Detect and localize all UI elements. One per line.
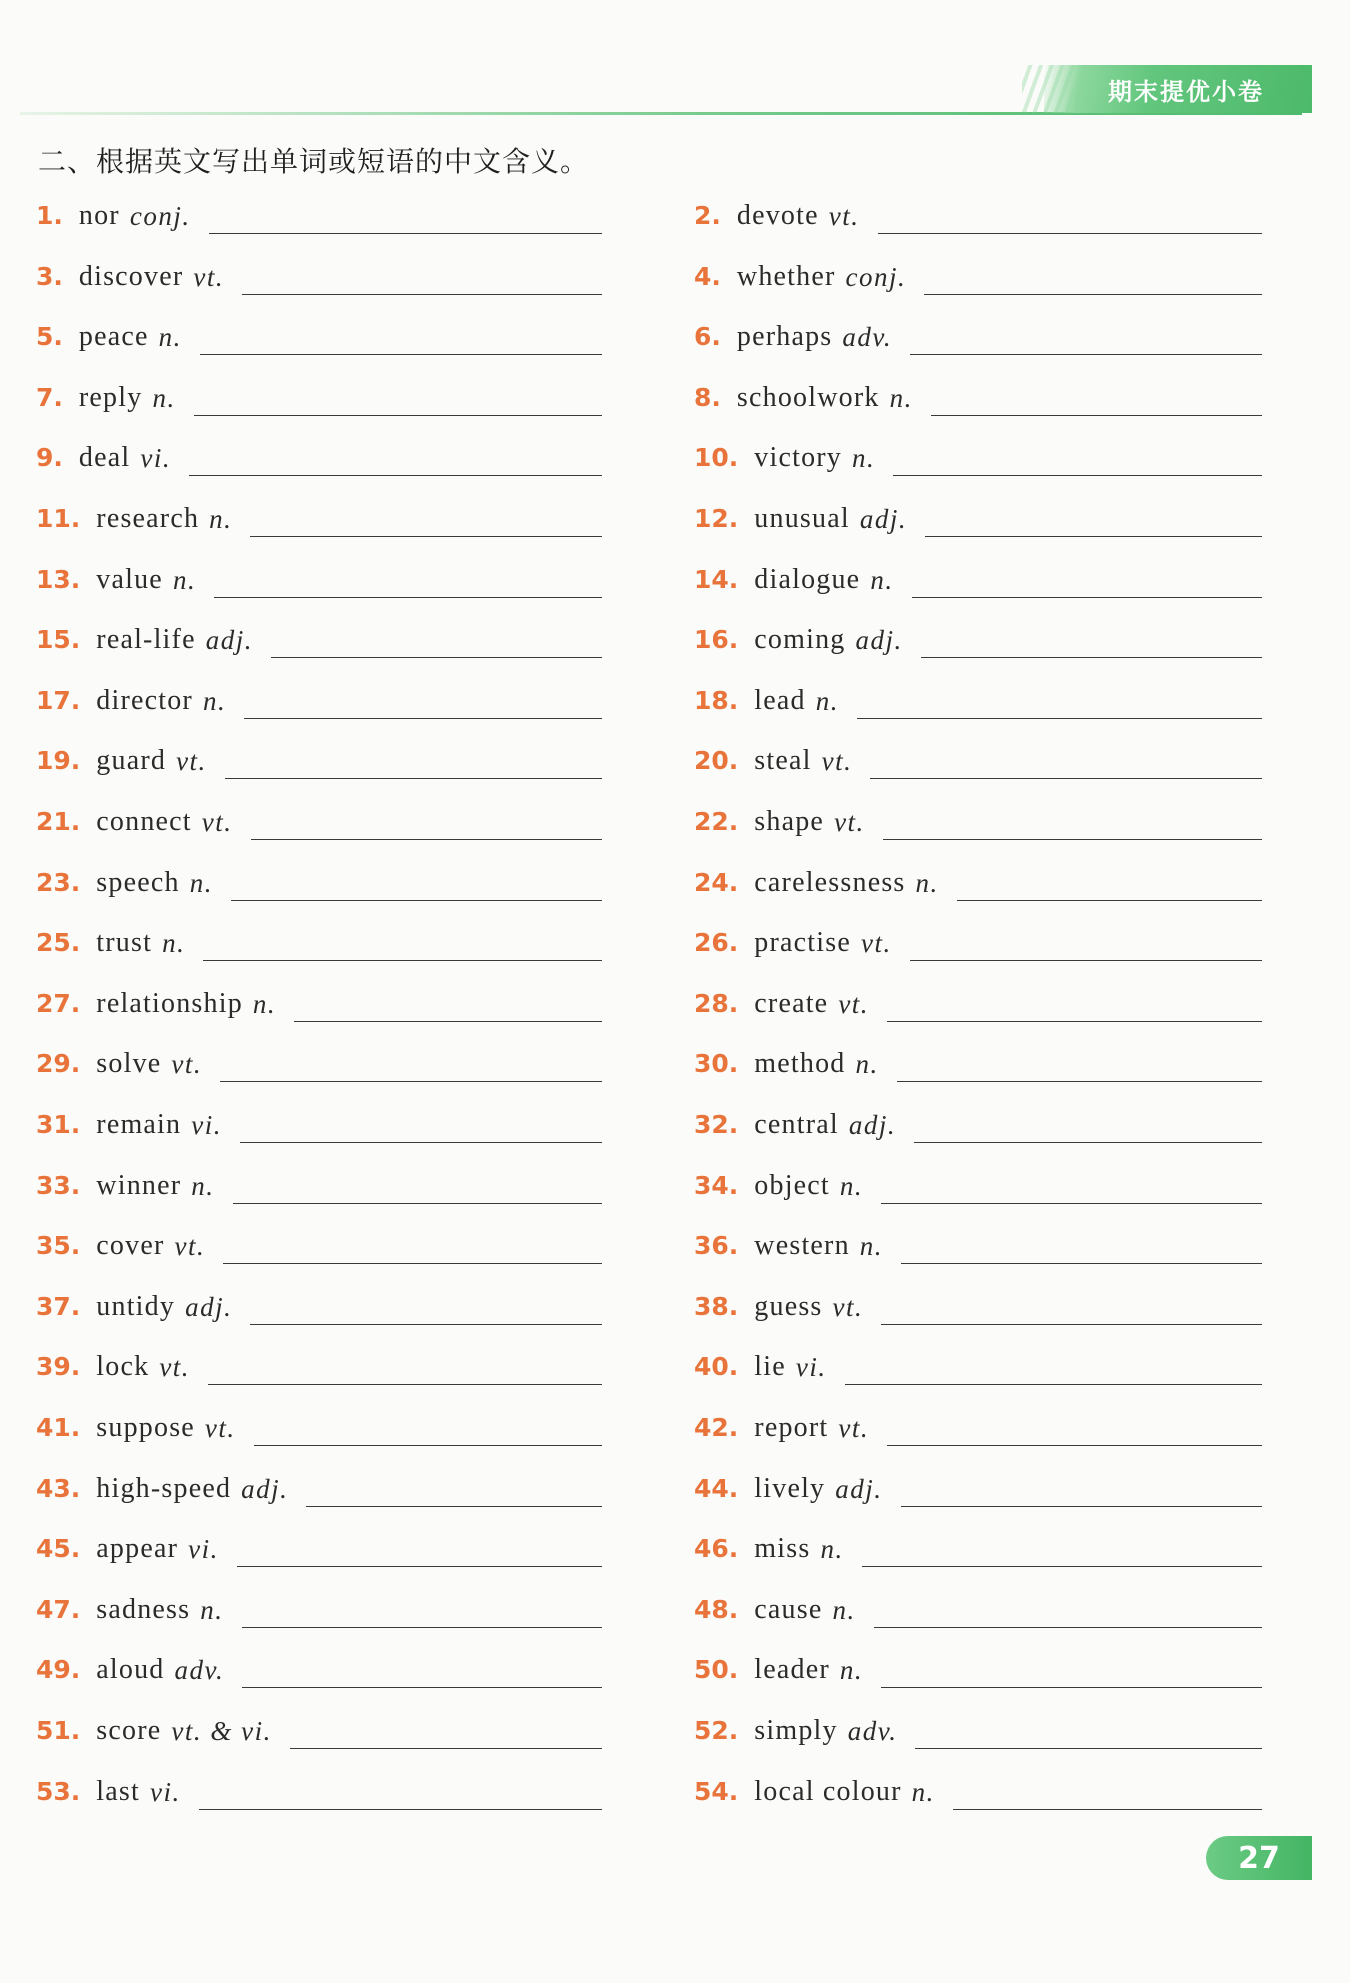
item-word: last	[96, 1775, 140, 1807]
item-part-of-speech: adv.	[174, 1655, 225, 1686]
item-number: 43.	[36, 1473, 81, 1503]
item-word: practise	[754, 927, 851, 959]
page-number-badge	[1206, 1836, 1312, 1880]
vocab-item	[694, 861, 1262, 905]
vocab-item	[36, 679, 602, 723]
item-word: deal	[78, 442, 131, 474]
item-word: perhaps	[736, 321, 833, 353]
vocab-item	[36, 315, 602, 359]
item-part-of-speech: conj.	[845, 261, 907, 292]
item-number: 36.	[694, 1231, 739, 1261]
item-number: 9.	[36, 443, 63, 473]
vocab-item	[694, 497, 1262, 541]
item-number: 42.	[694, 1413, 739, 1442]
vocab-item	[694, 1527, 1262, 1571]
vocab-item	[694, 800, 1262, 844]
vocab-item	[36, 1406, 602, 1450]
vocab-item	[694, 1648, 1262, 1692]
answer-blank[interactable]	[233, 1173, 603, 1204]
item-part-of-speech: vi.	[188, 1534, 219, 1565]
item-number: 17.	[36, 685, 81, 715]
item-word: whether	[736, 260, 836, 292]
answer-blank[interactable]	[244, 688, 602, 719]
vocab-item	[694, 921, 1262, 965]
vocab-item	[694, 376, 1262, 420]
item-word: guard	[96, 745, 167, 777]
vocab-item	[694, 1709, 1262, 1753]
vocab-item	[36, 861, 602, 905]
vocab-item	[694, 194, 1262, 238]
item-number: 28.	[694, 988, 739, 1018]
answer-blank[interactable]	[925, 506, 1262, 537]
answer-blank[interactable]	[251, 809, 602, 840]
item-word: guess	[754, 1290, 823, 1322]
answer-blank[interactable]	[921, 627, 1262, 658]
answer-blank[interactable]	[189, 445, 602, 476]
item-word: object	[754, 1169, 830, 1201]
answer-blank[interactable]	[887, 1415, 1262, 1446]
answer-blank[interactable]	[254, 1415, 602, 1446]
item-number: 11.	[36, 504, 81, 533]
vocab-item	[36, 436, 602, 480]
item-number: 33.	[36, 1170, 81, 1200]
item-number: 12.	[694, 504, 739, 533]
answer-blank[interactable]	[878, 203, 1263, 234]
item-part-of-speech: vt.	[176, 746, 207, 777]
item-word: lock	[96, 1351, 150, 1383]
vocab-item	[36, 921, 602, 965]
answer-blank[interactable]	[220, 1051, 602, 1082]
answer-blank[interactable]	[897, 1051, 1262, 1082]
item-part-of-speech: n.	[911, 1776, 935, 1807]
vocab-item	[36, 1588, 602, 1632]
answer-blank[interactable]	[901, 1233, 1262, 1264]
item-number: 18.	[694, 685, 739, 715]
answer-blank[interactable]	[887, 991, 1262, 1022]
item-part-of-speech: conj.	[129, 201, 191, 231]
answer-blank[interactable]	[931, 385, 1262, 416]
item-part-of-speech: vt.	[832, 1291, 864, 1322]
item-number: 10.	[694, 443, 739, 473]
item-word: untidy	[96, 1290, 176, 1322]
item-part-of-speech: n.	[191, 1170, 215, 1201]
item-part-of-speech: vt.	[171, 1049, 203, 1080]
item-number: 15.	[36, 625, 81, 655]
vocab-item	[694, 1345, 1262, 1389]
vocab-item	[36, 497, 602, 541]
vocab-item	[36, 739, 602, 783]
answer-blank[interactable]	[237, 1536, 602, 1567]
answer-blank[interactable]	[845, 1354, 1262, 1385]
item-number: 50.	[694, 1655, 739, 1685]
item-word: appear	[96, 1533, 179, 1565]
item-part-of-speech: adj.	[835, 1473, 883, 1504]
answer-blank[interactable]	[223, 1233, 602, 1264]
item-number: 39.	[36, 1352, 81, 1382]
item-word: reply	[78, 381, 143, 413]
item-part-of-speech: vi.	[149, 1776, 181, 1807]
item-word: devote	[736, 200, 819, 231]
item-word: leader	[754, 1654, 830, 1686]
vocab-item	[694, 982, 1262, 1026]
item-part-of-speech: vi.	[191, 1110, 222, 1140]
item-word: relationship	[96, 987, 243, 1019]
vocab-item	[694, 1164, 1262, 1208]
vocab-item	[36, 1345, 602, 1389]
vocab-item	[694, 255, 1262, 299]
item-part-of-speech: vi.	[795, 1352, 827, 1383]
vocab-item	[36, 558, 602, 602]
vocab-item	[694, 679, 1262, 723]
item-number: 22.	[694, 807, 739, 836]
item-number: 20.	[694, 746, 739, 776]
item-number: 46.	[694, 1534, 739, 1564]
item-number: 24.	[694, 867, 739, 897]
item-part-of-speech: n.	[200, 1594, 224, 1625]
vocab-item	[36, 1467, 602, 1511]
section-title: 二、根据英文写出单词或短语的中文含义。	[38, 145, 590, 178]
answer-blank[interactable]	[208, 1354, 602, 1385]
vocab-item	[694, 618, 1262, 662]
item-part-of-speech: adj.	[185, 1291, 233, 1322]
answer-blank[interactable]	[953, 1779, 1262, 1810]
answer-blank[interactable]	[881, 1657, 1262, 1688]
item-part-of-speech: vt.	[838, 988, 870, 1019]
item-word: nor	[78, 200, 120, 231]
answer-blank[interactable]	[910, 930, 1262, 961]
vocab-item	[36, 1103, 602, 1147]
item-word: suppose	[96, 1412, 195, 1443]
item-word: victory	[754, 442, 843, 474]
vocab-item	[694, 1285, 1262, 1329]
item-number: 48.	[694, 1594, 739, 1624]
item-part-of-speech: vt.	[174, 1231, 206, 1262]
item-word: research	[96, 503, 200, 534]
item-part-of-speech: vi.	[140, 443, 172, 474]
item-word: real-life	[96, 624, 196, 656]
item-word: cause	[754, 1593, 823, 1625]
item-part-of-speech: n.	[189, 867, 213, 898]
page-number: 27	[1238, 1840, 1280, 1876]
answer-blank[interactable]	[290, 1718, 602, 1749]
vocab-item	[36, 1527, 602, 1571]
vocab-item	[36, 618, 602, 662]
item-part-of-speech: n.	[859, 1231, 884, 1262]
item-part-of-speech: vt.	[828, 201, 860, 231]
item-word: lively	[754, 1472, 826, 1504]
vocab-item	[694, 1588, 1262, 1632]
item-word: schoolwork	[736, 381, 880, 413]
answer-blank[interactable]	[893, 445, 1262, 476]
item-word: trust	[96, 927, 153, 959]
item-part-of-speech: n.	[820, 1534, 844, 1565]
vocab-item	[694, 315, 1262, 359]
vocab-item	[36, 1042, 602, 1086]
item-part-of-speech: vt.	[201, 807, 233, 837]
item-number: 3.	[36, 261, 63, 291]
item-word: report	[754, 1412, 829, 1443]
item-part-of-speech: n.	[162, 928, 186, 959]
item-part-of-speech: vt.	[193, 261, 225, 292]
item-part-of-speech: vt.	[838, 1413, 870, 1443]
item-word: unusual	[754, 503, 850, 534]
item-number: 5.	[36, 322, 63, 352]
answer-blank[interactable]	[214, 567, 602, 598]
item-number: 21.	[36, 807, 81, 836]
item-word: central	[754, 1109, 839, 1140]
item-word: value	[96, 563, 163, 595]
item-part-of-speech: adj.	[241, 1473, 289, 1504]
item-number: 34.	[694, 1170, 739, 1200]
answer-blank[interactable]	[209, 203, 602, 234]
item-word: remain	[96, 1109, 182, 1140]
answer-blank[interactable]	[242, 1597, 603, 1628]
item-number: 4.	[694, 261, 721, 291]
item-number: 35.	[36, 1231, 81, 1261]
vocab-item	[36, 376, 602, 420]
item-part-of-speech: n.	[209, 504, 233, 534]
answer-blank[interactable]	[881, 1294, 1262, 1325]
item-number: 40.	[694, 1352, 739, 1382]
vocab-item	[694, 558, 1262, 602]
vocab-item	[694, 739, 1262, 783]
item-number: 47.	[36, 1594, 81, 1624]
item-number: 29.	[36, 1049, 81, 1079]
answer-blank[interactable]	[250, 506, 602, 537]
item-word: winner	[96, 1169, 182, 1201]
item-word: sadness	[96, 1593, 191, 1625]
vocab-item	[36, 1648, 602, 1692]
vocab-item	[694, 1224, 1262, 1268]
answer-blank[interactable]	[874, 1597, 1262, 1628]
item-number: 44.	[694, 1473, 739, 1503]
item-part-of-speech: adv.	[842, 322, 893, 353]
item-part-of-speech: n.	[172, 564, 197, 595]
vocab-item	[694, 1103, 1262, 1147]
item-part-of-speech: adj.	[855, 625, 903, 656]
answer-blank[interactable]	[915, 1718, 1262, 1749]
item-part-of-speech: vt.	[834, 807, 865, 837]
answer-blank[interactable]	[306, 1476, 602, 1507]
item-word: solve	[96, 1048, 162, 1080]
item-word: method	[754, 1048, 846, 1080]
item-part-of-speech: n.	[152, 382, 176, 413]
item-part-of-speech: n.	[839, 1655, 864, 1686]
item-word: steal	[754, 745, 812, 777]
vocab-item	[694, 436, 1262, 480]
item-number: 25.	[36, 928, 81, 958]
item-word: carelessness	[754, 866, 906, 898]
header-tag-text: 期末提优小卷	[1108, 77, 1264, 106]
item-number: 23.	[36, 867, 81, 897]
vocab-item	[36, 255, 602, 299]
answer-blank[interactable]	[862, 1536, 1262, 1567]
vocab-item	[36, 800, 602, 844]
vocab-item	[694, 1467, 1262, 1511]
item-number: 13.	[36, 564, 81, 594]
answer-blank[interactable]	[870, 748, 1262, 779]
answer-blank[interactable]	[912, 567, 1262, 598]
item-number: 30.	[694, 1049, 739, 1079]
answer-blank[interactable]	[200, 324, 602, 355]
item-word: simply	[754, 1715, 838, 1746]
vocab-item	[694, 1770, 1262, 1814]
item-word: high-speed	[96, 1472, 232, 1504]
item-number: 51.	[36, 1716, 81, 1745]
item-part-of-speech: adj.	[848, 1110, 897, 1140]
answer-blank[interactable]	[914, 1112, 1262, 1143]
answer-blank[interactable]	[250, 1294, 602, 1325]
item-part-of-speech: adj.	[859, 504, 908, 534]
item-number: 16.	[694, 625, 739, 655]
item-number: 8.	[694, 382, 721, 412]
item-number: 2.	[694, 201, 721, 230]
vocab-item	[36, 1224, 602, 1268]
item-number: 26.	[694, 928, 739, 958]
answer-blank[interactable]	[883, 809, 1262, 840]
item-part-of-speech: n.	[852, 443, 876, 474]
answer-blank[interactable]	[203, 930, 602, 961]
answer-blank[interactable]	[271, 627, 602, 658]
vocab-item	[36, 1285, 602, 1329]
answer-blank[interactable]	[957, 870, 1262, 901]
item-part-of-speech: n.	[158, 322, 182, 353]
item-part-of-speech: adv.	[847, 1716, 898, 1746]
item-word: shape	[754, 806, 825, 837]
item-part-of-speech: n.	[252, 988, 277, 1019]
answer-blank[interactable]	[901, 1476, 1262, 1507]
item-number: 1.	[36, 201, 63, 230]
item-number: 14.	[694, 564, 739, 594]
item-number: 45.	[36, 1534, 81, 1564]
item-part-of-speech: vt.	[204, 1413, 236, 1443]
item-number: 31.	[36, 1110, 81, 1139]
item-part-of-speech: n.	[832, 1594, 856, 1625]
item-word: dialogue	[754, 563, 861, 595]
item-part-of-speech: adj.	[205, 625, 253, 656]
item-part-of-speech: n.	[915, 867, 939, 898]
item-number: 49.	[36, 1655, 81, 1685]
item-number: 53.	[36, 1776, 81, 1806]
vocab-item	[36, 194, 602, 238]
answer-blank[interactable]	[924, 264, 1262, 295]
item-number: 37.	[36, 1291, 81, 1321]
answer-blank[interactable]	[240, 1112, 602, 1143]
item-number: 7.	[36, 382, 63, 412]
item-word: coming	[754, 624, 846, 656]
answer-blank[interactable]	[242, 1657, 602, 1688]
answer-blank[interactable]	[242, 264, 602, 295]
item-part-of-speech: vt.	[821, 746, 853, 777]
answer-blank[interactable]	[194, 385, 602, 416]
item-word: miss	[754, 1533, 811, 1565]
item-number: 54.	[694, 1776, 739, 1806]
answer-blank[interactable]	[294, 991, 602, 1022]
item-number: 27.	[36, 988, 81, 1018]
item-part-of-speech: n.	[839, 1170, 864, 1201]
vocab-item	[36, 1709, 602, 1753]
item-word: speech	[96, 866, 180, 898]
item-number: 41.	[36, 1413, 81, 1442]
item-word: peace	[78, 321, 149, 353]
item-word: cover	[96, 1230, 165, 1262]
vocab-item	[694, 1406, 1262, 1450]
answer-blank[interactable]	[881, 1173, 1262, 1204]
item-word: lie	[754, 1351, 786, 1383]
item-word: aloud	[96, 1654, 165, 1686]
item-number: 19.	[36, 746, 81, 776]
item-word: discover	[78, 260, 184, 292]
item-word: connect	[96, 806, 192, 837]
item-part-of-speech: n.	[870, 564, 894, 595]
item-number: 38.	[694, 1291, 739, 1321]
item-word: lead	[754, 684, 806, 716]
answer-blank[interactable]	[857, 688, 1262, 719]
item-number: 32.	[694, 1110, 739, 1139]
answer-blank[interactable]	[225, 748, 602, 779]
item-part-of-speech: vt. & vi.	[171, 1716, 272, 1746]
item-word: local colour	[754, 1775, 902, 1807]
answer-blank[interactable]	[199, 1779, 602, 1810]
item-part-of-speech: n.	[202, 685, 227, 716]
item-number: 52.	[694, 1716, 739, 1745]
answer-blank[interactable]	[231, 870, 602, 901]
item-part-of-speech: n.	[855, 1049, 879, 1080]
item-part-of-speech: vt.	[860, 928, 892, 959]
item-word: create	[754, 987, 829, 1019]
vocab-item	[36, 982, 602, 1026]
answer-blank[interactable]	[910, 324, 1262, 355]
item-number: 6.	[694, 322, 721, 352]
vocab-item	[694, 1042, 1262, 1086]
item-word: score	[96, 1715, 162, 1746]
item-word: director	[96, 684, 193, 716]
item-part-of-speech: n.	[815, 685, 839, 716]
item-part-of-speech: n.	[889, 382, 913, 413]
item-word: western	[754, 1230, 850, 1262]
item-part-of-speech: vt.	[159, 1352, 191, 1383]
vocab-item	[36, 1164, 602, 1208]
vocab-item	[36, 1770, 602, 1814]
